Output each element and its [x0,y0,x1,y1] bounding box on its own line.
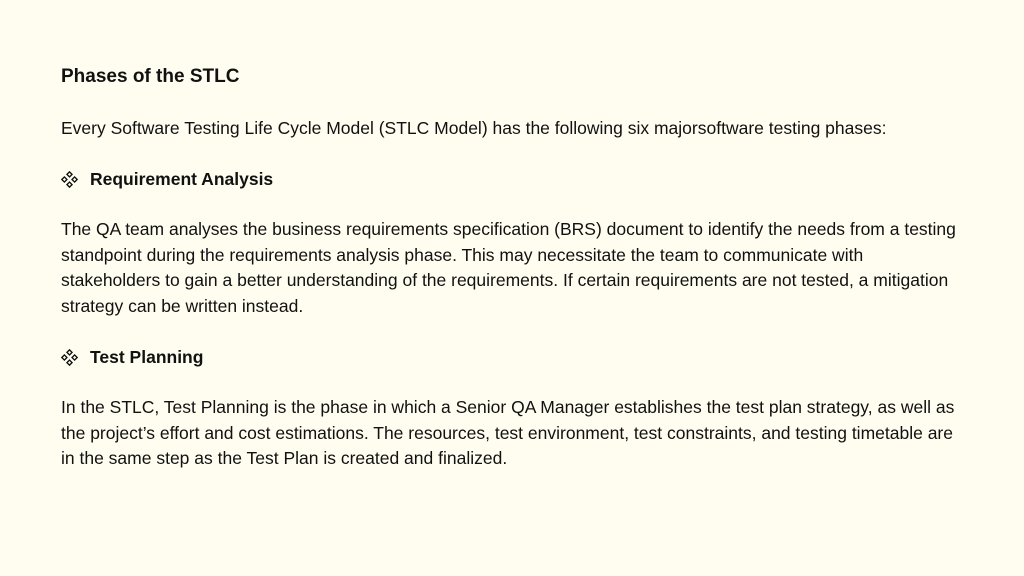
spacer [61,320,966,345]
spacer [61,92,966,116]
slide-title: Phases of the STLC [61,66,240,87]
section-heading-test-planning [61,345,966,371]
spacer [61,142,966,167]
spacer [61,192,966,217]
section-heading-text: Test Planning [90,346,204,367]
spacer [61,370,966,395]
section-body-test-planning: In the STLC, Test Planning is the phase in which a Senior QA Manager establishes the test plan strategy, as well as the project’s effort and cost estimations. The resources, test environment, test constraints, and testing timetable are in the same step as the Test Plan is created and finalized. [61,397,955,469]
four-diamond-bullet-icon [61,171,78,188]
four-diamond-bullet-icon [61,349,78,366]
section-heading-text: Requirement Analysis [90,168,274,189]
section-heading-requirement-analysis [61,167,966,193]
slide-content [61,62,966,472]
intro-paragraph: Every Software Testing Life Cycle Model (STLC Model) has the following six majorsoftware testing phases: [61,118,887,138]
section-body-requirement-analysis: The QA team analyses the business requirements specification (BRS) document to identify the needs from a testing standpoint during the requirements analysis phase. This may necessitate the team to communicate with stakeholders to gain a better understanding of the requirements. If certain requirements are not tested, a mitigation strategy can be written instead. [61,219,956,316]
